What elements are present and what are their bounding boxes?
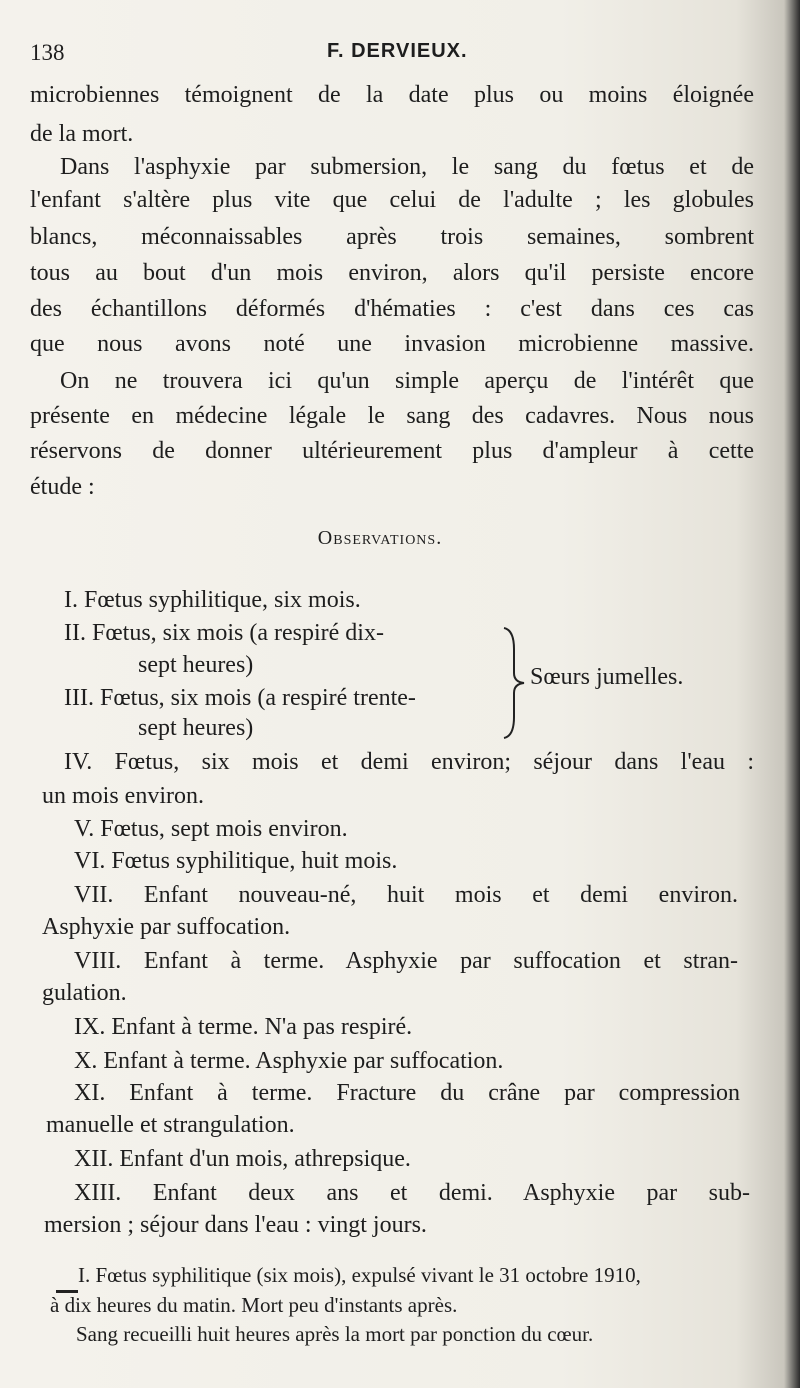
body-line: de la mort. [30,121,134,147]
observation-item: III. Fœtus, six mois (a respiré trente- [64,685,416,711]
body-line: blancs, méconnaissables après trois semaines, sombrent [30,224,754,250]
body-line: des échantillons déformés d'hématies : c'est dans ces cas [30,296,754,322]
observation-item: V. Fœtus, sept mois environ. [74,816,348,842]
observation-item: un mois environ. [42,783,204,809]
observation-item: Asphyxie par suffocation. [42,914,291,940]
footnote-line: à dix heures du matin. Mort peu d'instants après. [50,1293,458,1317]
observation-item: XI. Enfant à terme. Fracture du crâne par compression [74,1080,740,1106]
observation-item: IV. Fœtus, six mois et demi environ; séjour dans l'eau : [64,749,754,775]
body-line: Dans l'asphyxie par submersion, le sang du fœtus et de [60,154,754,180]
observation-item: VIII. Enfant à terme. Asphyxie par suffocation et stran- [74,948,738,974]
observation-item: VI. Fœtus syphilitique, huit mois. [74,848,398,874]
observation-item: I. Fœtus syphilitique, six mois. [64,587,361,613]
twins-label: Sœurs jumelles. [530,664,684,690]
footnote-line: I. Fœtus syphilitique (six mois), expulsé vivant le 31 octobre 1910, [78,1263,641,1287]
body-line: que nous avons noté une invasion microbienne massive. [30,331,754,357]
body-line: l'enfant s'altère plus vite que celui de l'adulte ; les globules [30,187,754,213]
body-line: étude : [30,474,95,500]
observation-item: manuelle et strangulation. [46,1112,295,1138]
body-line: présente en médecine légale le sang des cadavres. Nous nous [30,403,754,429]
observation-item: VII. Enfant nouveau-né, huit mois et demi environ. [74,882,738,908]
body-line: tous au bout d'un mois environ, alors qu'il persiste encore [30,260,754,286]
observation-item: X. Enfant à terme. Asphyxie par suffocation. [74,1048,504,1074]
body-line: microbiennes témoignent de la date plus ou moins éloignée [30,82,754,108]
observation-item: mersion ; séjour dans l'eau : vingt jours. [44,1212,427,1238]
observation-item: IX. Enfant à terme. N'a pas respiré. [74,1014,413,1040]
running-head: F. DERVIEUX. [327,40,468,62]
observation-item: sept heures) [138,652,254,678]
observations-heading: Observations. [317,527,443,549]
observation-item: XIII. Enfant deux ans et demi. Asphyxie par sub- [74,1180,750,1206]
page-number: 138 [30,40,65,65]
page-header [30,40,770,72]
observation-item: sept heures) [138,715,254,741]
body-line: réservons de donner ultérieurement plus d'ampleur à cette [30,438,754,464]
observation-item: gulation. [42,980,127,1006]
body-line: On ne trouvera ici qu'un simple aperçu de l'intérêt que [60,368,754,394]
footnote-line: Sang recueilli huit heures après la mort par ponction du cœur. [76,1322,594,1346]
brace-icon [500,625,530,740]
observation-item: II. Fœtus, six mois (a respiré dix- [64,620,384,646]
observation-item: XII. Enfant d'un mois, athrepsique. [74,1146,411,1172]
